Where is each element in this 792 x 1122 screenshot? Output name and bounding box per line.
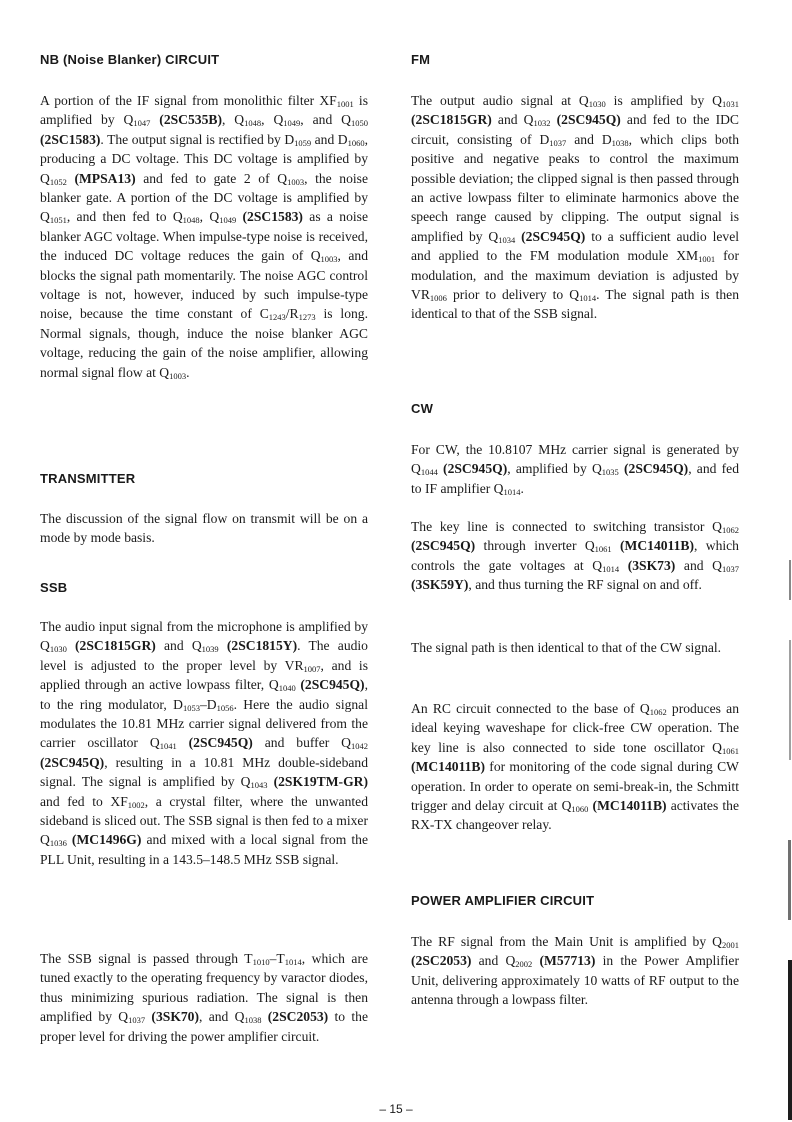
subscript: 1056: [216, 702, 234, 713]
part-number: (2SC1583): [40, 131, 101, 147]
subscript: 1031: [722, 99, 739, 109]
text-run: is amplified by Q: [40, 93, 368, 128]
text-run: , Q: [199, 209, 220, 225]
text-run: . The audio level is adjusted to the proper level by VR: [40, 638, 368, 673]
cw-paragraph-4: [411, 699, 739, 835]
text-run: The audio input signal from the microphone is amplified by Q: [40, 619, 368, 654]
subscript: 1043: [250, 780, 268, 791]
text-run: . The output signal is rectified by D: [100, 131, 295, 147]
text-run: and Q: [675, 557, 722, 573]
text-run: as a noise blanker AGC voltage. When impulse-type noise is received, the induced DC voltage reduces the gain of Q: [40, 209, 368, 264]
text-run: , and Q: [199, 1009, 245, 1025]
part-number: (3SK70): [145, 1009, 200, 1025]
scan-edge-artifact: [788, 560, 792, 1120]
subscript: 1041: [159, 741, 177, 752]
part-number: (MC1496G): [66, 832, 142, 848]
text-run: , to the ring modulator, D: [40, 677, 368, 712]
text-run: and Q: [471, 953, 516, 969]
subscript: 1010: [252, 957, 270, 967]
text-run: . Here the audio signal modulates the 10.81 MHz carrier signal delivered from the carrier oscillator Q: [40, 696, 368, 751]
text-run: , and then fed to Q: [66, 209, 183, 225]
part-number: (2SK19TM-GR): [267, 774, 368, 790]
part-number: (2SC2053): [261, 1009, 329, 1025]
subscript: 1061: [594, 544, 612, 555]
text-run: The signal path is then identical to that of the CW signal.: [411, 640, 722, 655]
text-run: in the Power Amplifier Unit, delivering approximately 10 watts of RF output to the antenna through a lowpass filter.: [411, 953, 739, 1008]
subscript: 1037: [722, 563, 739, 574]
part-number: (M57713): [532, 953, 596, 969]
text-run: The output audio signal at Q: [411, 93, 589, 108]
subscript: 1014: [602, 563, 620, 574]
subscript: 1014: [503, 486, 521, 497]
part-number: (3SK59Y): [411, 577, 469, 593]
text-run: is long. Normal signals, though, induce the noise blanker AGC voltage, reducing the gain of the noise amplifier, allowing normal signal flow at Q: [40, 306, 368, 380]
subscript: 1243: [268, 312, 286, 323]
text-run: and D: [566, 131, 612, 147]
cw-paragraph-3: [411, 638, 739, 657]
text-run: .: [186, 364, 190, 380]
subscript: 1032: [533, 118, 551, 129]
subscript: 1037: [128, 1015, 146, 1026]
text-run: , resulting in a 10.81 MHz double-sideband signal. The signal is amplified by Q: [40, 754, 368, 790]
text-run: , producing a DC voltage. This DC voltage is amplified by Q: [40, 131, 368, 186]
subscript: 1040: [278, 683, 296, 694]
subscript: 1036: [49, 838, 67, 849]
part-number: (2SC1815GR): [66, 638, 156, 654]
subscript: 1049: [219, 215, 237, 226]
fm-heading: FM: [411, 52, 431, 67]
part-number: (2SC535B): [150, 112, 222, 128]
part-number: (2SC945Q): [176, 735, 253, 751]
text-run: , which controls the gate voltages at Q: [411, 538, 739, 573]
ssb-heading: SSB: [40, 580, 68, 595]
subscript: 2002: [515, 959, 533, 970]
text-run: for modulation, and the maximum deviation is adjusted by VR: [411, 248, 740, 303]
subscript: 1002: [127, 799, 145, 810]
subscript: 1273: [298, 312, 316, 323]
part-number: (2SC945Q): [550, 112, 621, 128]
subscript: 1060: [571, 804, 589, 815]
part-number: (2SC945Q): [437, 461, 508, 477]
text-run: An RC circuit connected to the base of Q: [411, 701, 650, 716]
subscript: 1052: [49, 176, 67, 187]
subscript: 1038: [244, 1015, 262, 1026]
fm-paragraph: [411, 91, 739, 324]
text-run: A portion of the IF signal from monolithic filter XF: [40, 93, 337, 108]
part-number: (MC14011B): [411, 759, 486, 775]
subscript: 1048: [182, 215, 200, 226]
subscript: 1048: [244, 118, 262, 129]
subscript: 1062: [722, 525, 739, 535]
subscript: 1003: [287, 176, 305, 187]
subscript: 1034: [498, 234, 516, 245]
text-run: , which clips both positive and negative peaks to control the maximum possible deviation; the clipped signal is then passed through an active lowpass filter to eliminate harmonics above the speech range caused by clipping. The output signal is amplified by Q: [411, 131, 739, 244]
subscript: 1014: [284, 957, 302, 967]
text-run: activates the RX-TX changeover relay.: [411, 798, 739, 833]
part-number: (MPSA13): [66, 170, 136, 186]
part-number: (2SC945Q): [295, 677, 365, 693]
ssb-paragraph-2: [40, 949, 368, 1046]
pa-paragraph: [411, 932, 739, 1010]
nb-paragraph: [40, 91, 368, 382]
ssb-paragraph-1: [40, 617, 368, 869]
subscript: 1030: [588, 99, 606, 109]
text-run: , and fed to IF amplifier Q: [411, 461, 739, 496]
text-run: The discussion of the signal flow on transmit will be on a mode by mode basis.: [40, 511, 368, 546]
subscript: 1062: [649, 707, 667, 717]
subscript: 1001: [336, 99, 354, 109]
subscript: 1001: [698, 254, 716, 265]
nb-heading: NB (Noise Blanker) CIRCUIT: [40, 52, 220, 67]
text-run: –T: [269, 951, 285, 966]
text-run: and Q: [491, 112, 534, 128]
subscript: 1047: [133, 118, 151, 129]
text-run: to the proper level for driving the power amplifier circuit.: [40, 1009, 368, 1044]
subscript: 1044: [420, 467, 438, 478]
part-number: (2SC945Q): [411, 538, 476, 554]
subscript: 1050: [351, 118, 368, 129]
text-run: for monitoring of the code signal during CW operation. In order to operate on semi-break-in, the Schmitt trigger and delay circuit at Q: [411, 759, 739, 814]
subscript: 1053: [182, 702, 200, 713]
text-run: The SSB signal is passed through T: [40, 951, 253, 966]
text-run: is amplified by Q: [605, 93, 722, 108]
text-run: produces an ideal keying waveshape for click-free CW operation. The key line is also connected to side tone oscillator Q: [411, 701, 739, 755]
text-run: , Q: [221, 112, 245, 128]
part-number: (MC14011B): [611, 538, 694, 554]
part-number: (2SC945Q): [515, 228, 586, 244]
text-run: For CW, the 10.8107 MHz carrier signal is generated by Q: [411, 442, 739, 477]
text-run: , a crystal filter, where the unwanted sideband is sliced out. The SSB signal is then fed to a mixer Q: [40, 793, 368, 848]
text-run: The RF signal from the Main Unit is amplified by Q: [411, 934, 722, 949]
text-run: to a sufficient audio level and applied to the FM modulation module XM: [411, 228, 739, 264]
text-run: and fed to gate 2 of Q: [135, 170, 288, 186]
text-run: , amplified by Q: [507, 461, 602, 477]
part-number: (3SK73): [619, 557, 676, 573]
text-run: and fed to the IDC circuit, consisting of D: [411, 112, 739, 147]
text-run: prior to delivery to Q: [446, 287, 580, 303]
page-number: – 15 –: [379, 1102, 413, 1116]
text-run: through inverter Q: [475, 538, 595, 554]
text-run: , the noise blanker gate. A portion of the DC voltage is amplified by Q: [40, 170, 368, 225]
text-run: /R: [285, 306, 299, 322]
subscript: 1061: [722, 745, 739, 756]
subscript: 1030: [49, 644, 67, 655]
text-run: , and is applied through an active lowpass filter, Q: [40, 657, 368, 693]
text-run: , Q: [261, 112, 284, 128]
subscript: 1042: [351, 741, 368, 752]
text-run: , which are tuned exactly to the operating frequency by varactor diodes, thus minimizing spurious radiation. The signal is then amplified by Q: [40, 951, 369, 1025]
part-number: (2SC2053): [411, 953, 472, 969]
subscript: 1051: [49, 215, 67, 226]
part-number: (2SC1815Y): [218, 638, 298, 654]
part-number: (2SC945Q): [40, 754, 105, 770]
part-number: (2SC1815GR): [411, 112, 492, 128]
part-number: (2SC945Q): [618, 461, 689, 477]
cw-paragraph-1: [411, 440, 739, 498]
part-number: (2SC1583): [236, 209, 303, 225]
text-run: , and thus turning the RF signal on and off.: [468, 577, 702, 593]
text-run: and D: [311, 131, 348, 147]
subscript: 1006: [429, 293, 447, 304]
subscript: 1035: [601, 467, 619, 478]
text-run: , and blocks the signal path momentarily. The noise AGC control voltage is not, however, induced by such impulse-type noise, because the time constant of C: [40, 248, 368, 322]
text-run: . The signal path is then identical to that of the SSB signal.: [411, 287, 739, 322]
text-run: and buffer Q: [252, 735, 351, 751]
subscript: 1007: [303, 663, 321, 674]
text-run: –D: [199, 696, 217, 712]
cw-paragraph-2: [411, 517, 739, 595]
subscript: 1039: [201, 644, 219, 655]
text-run: , and Q: [300, 112, 351, 128]
transmitter-heading: TRANSMITTER: [40, 471, 136, 486]
subscript: 1014: [579, 293, 597, 304]
part-number: (MC14011B): [588, 798, 667, 814]
subscript: 1060: [347, 137, 365, 148]
subscript: 1059: [294, 137, 312, 148]
subscript: 1003: [169, 370, 187, 381]
subscript: 2001: [722, 940, 739, 950]
subscript: 1038: [611, 137, 629, 148]
text-run: and fed to XF: [40, 793, 128, 809]
subscript: 1049: [283, 118, 301, 129]
cw-heading: CW: [411, 401, 434, 416]
transmitter-paragraph: [40, 509, 368, 548]
text-run: and Q: [155, 638, 202, 654]
text-run: .: [520, 480, 524, 496]
pa-heading: POWER AMPLIFIER CIRCUIT: [411, 893, 595, 908]
text-run: The key line is connected to switching transistor Q: [411, 519, 722, 534]
subscript: 1037: [549, 137, 567, 148]
subscript: 1003: [320, 254, 338, 265]
text-run: and mixed with a local signal from the PLL Unit, resulting in a 143.5–148.5 MHz SSB signal.: [40, 832, 368, 867]
